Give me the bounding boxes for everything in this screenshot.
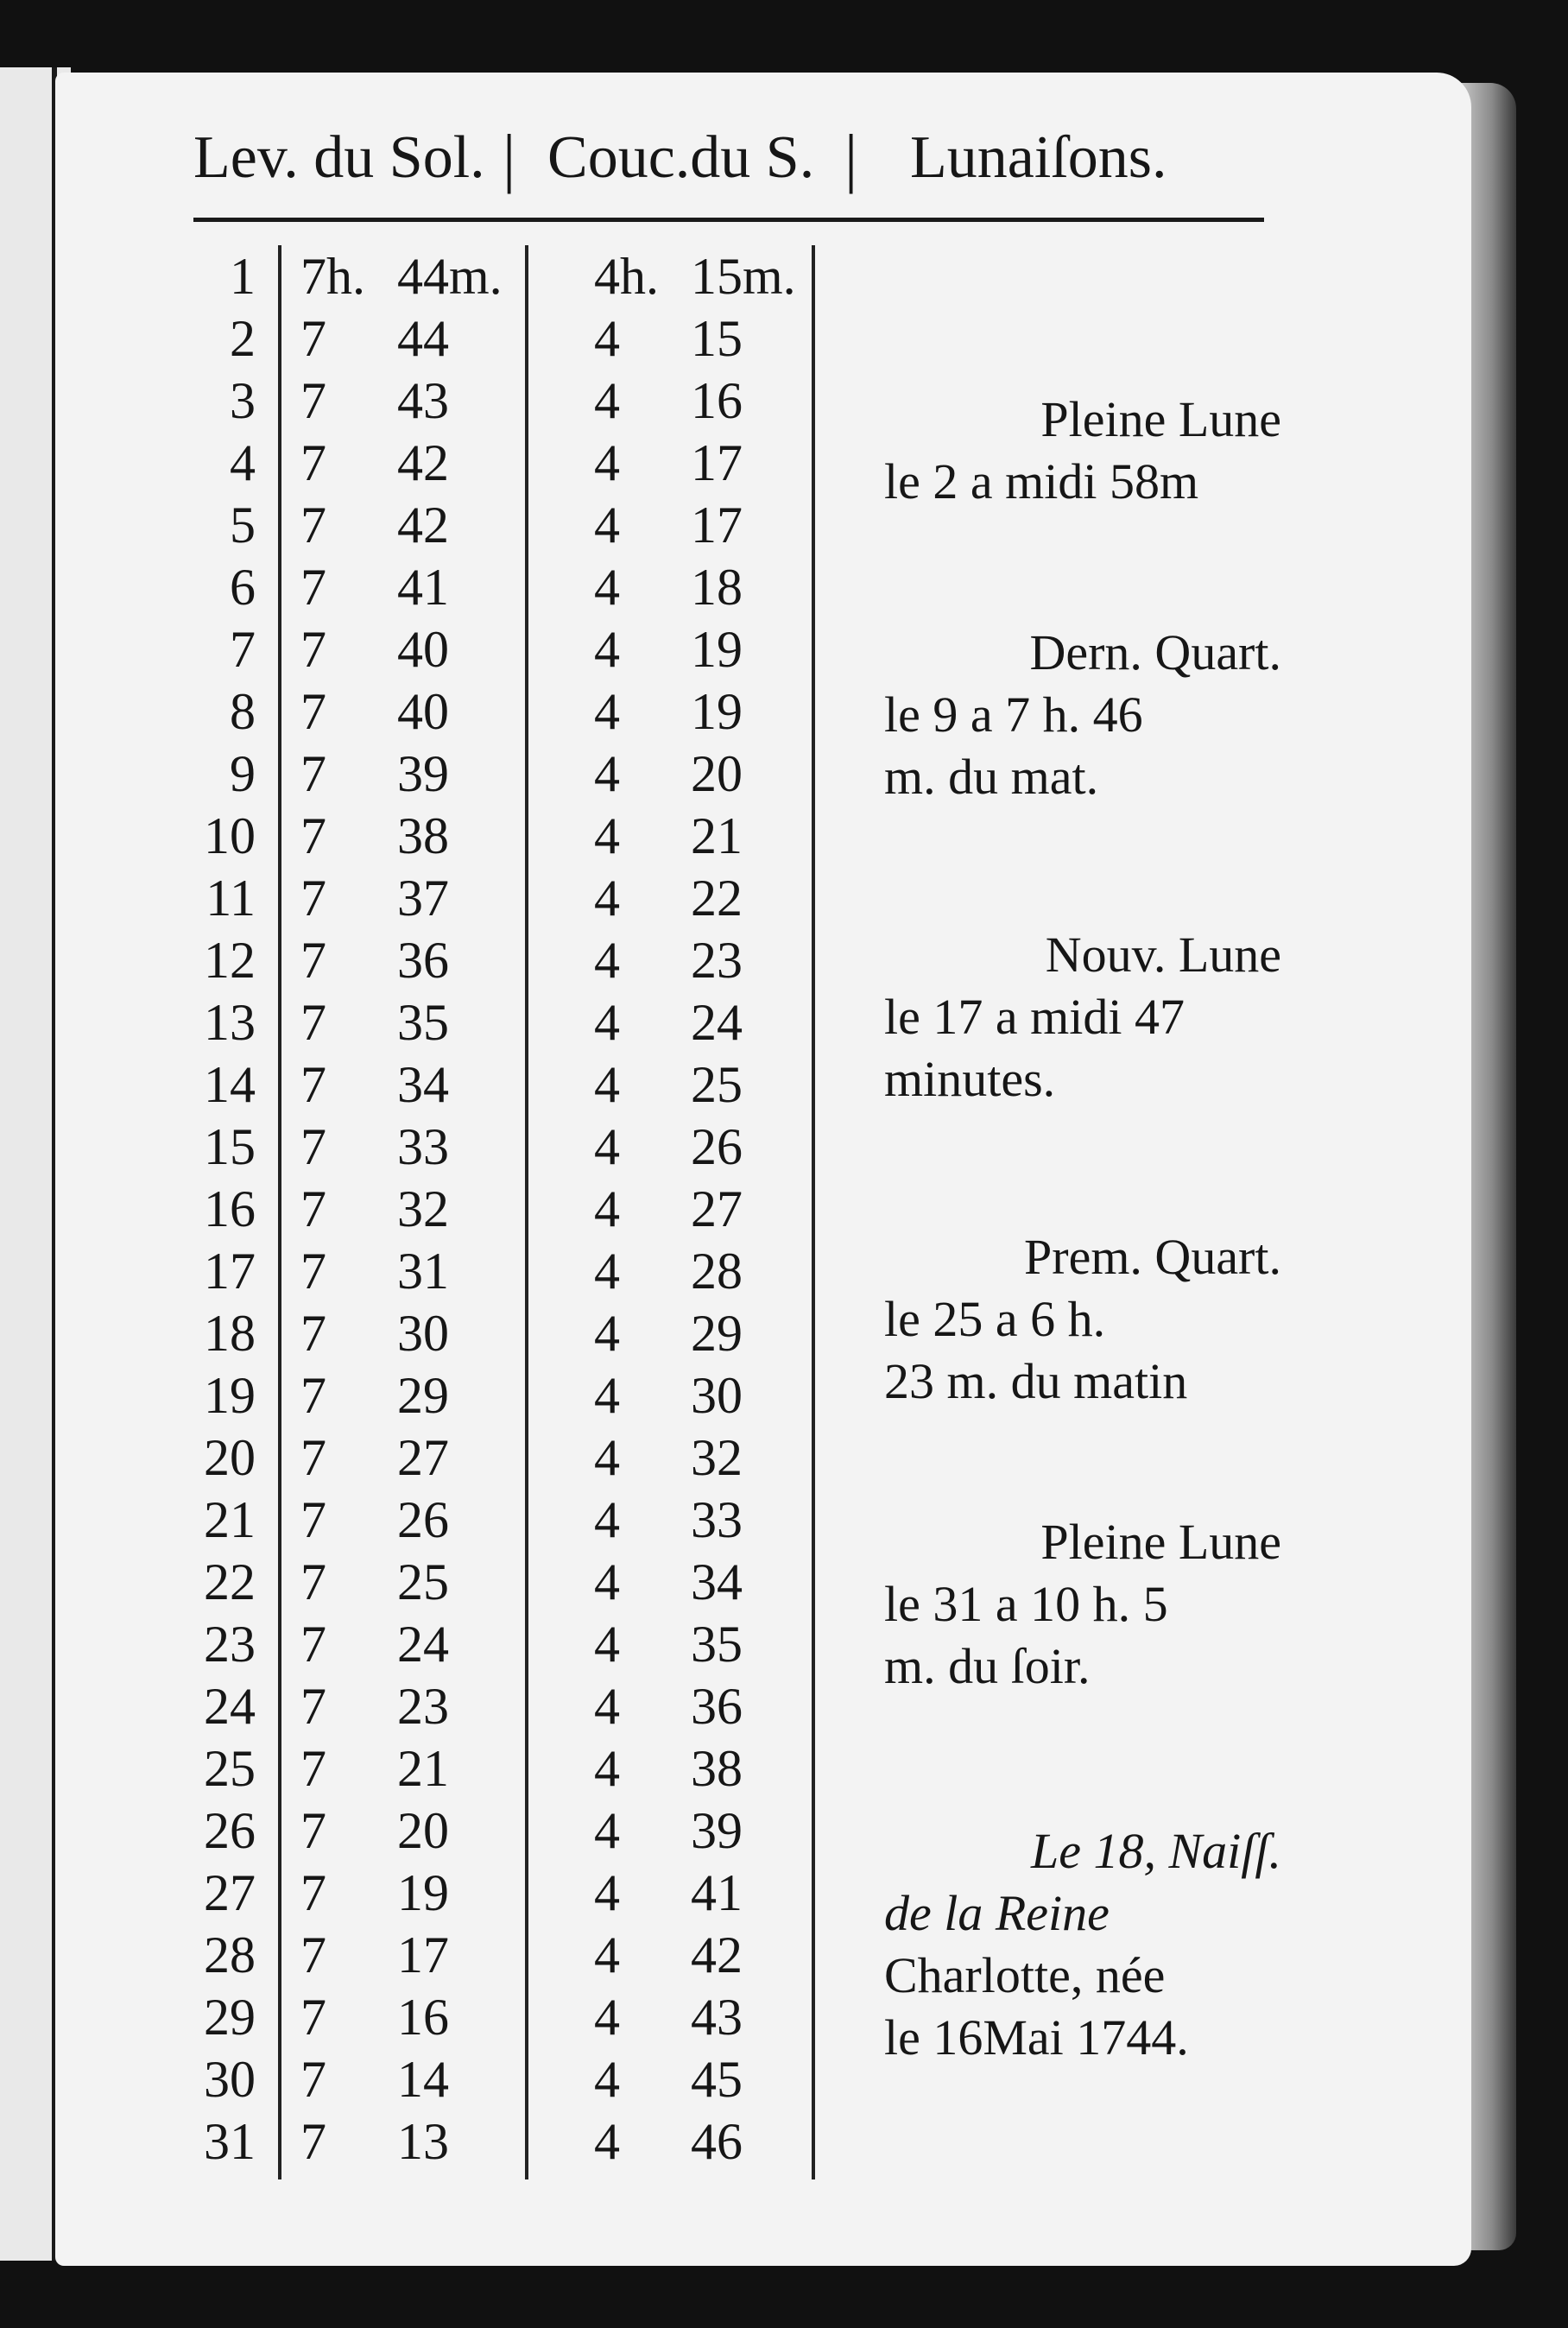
sunrise-hour: 7 xyxy=(300,372,326,429)
sunrise-minute: 23 xyxy=(397,1678,449,1735)
birthday-note-line: Charlotte, née xyxy=(884,1947,1166,2003)
table-row xyxy=(173,556,846,618)
moon-phase-entry xyxy=(884,924,1281,1110)
table-row xyxy=(173,1613,846,1675)
table-row xyxy=(173,494,846,556)
sunset-hour: 4 xyxy=(594,1180,620,1237)
sunrise-minute: 36 xyxy=(397,932,449,989)
table-row xyxy=(173,1986,846,2048)
sunrise-minute: 24 xyxy=(397,1616,449,1673)
sunrise-hour: 7 xyxy=(300,434,326,491)
sunset-hour: 4 xyxy=(594,1056,620,1113)
sunset-minute: 43 xyxy=(691,1989,743,2046)
sunset-minute: 15m. xyxy=(691,248,796,305)
table-row xyxy=(173,1053,846,1116)
sunrise-hour: 7 xyxy=(300,621,326,678)
sunset-hour: 4 xyxy=(594,559,620,616)
day-number: 9 xyxy=(230,745,256,802)
sunset-hour: 4 xyxy=(594,683,620,740)
sunset-minute: 36 xyxy=(691,1678,743,1735)
table-row xyxy=(173,680,846,743)
sunset-hour: 4 xyxy=(594,1989,620,2046)
sunset-minute: 16 xyxy=(691,372,743,429)
day-number: 30 xyxy=(204,2051,256,2108)
moon-phase-detail: m. du mat. xyxy=(884,749,1099,805)
sunset-hour: 4 xyxy=(594,1740,620,1797)
sunrise-minute: 16 xyxy=(397,1989,449,2046)
day-number: 18 xyxy=(204,1305,256,1362)
table-row xyxy=(173,2048,846,2110)
sunrise-hour: 7 xyxy=(300,1864,326,1921)
table-row xyxy=(173,867,846,929)
sunset-hour: 4 xyxy=(594,434,620,491)
day-number: 10 xyxy=(204,807,256,864)
sunset-hour: 4 xyxy=(594,1864,620,1921)
sunrise-minute: 34 xyxy=(397,1056,449,1113)
sunset-minute: 19 xyxy=(691,683,743,740)
day-number: 20 xyxy=(204,1429,256,1486)
table-row xyxy=(173,1675,846,1737)
sunrise-minute: 21 xyxy=(397,1740,449,1797)
table-row xyxy=(173,743,846,805)
sunrise-hour: 7 xyxy=(300,2113,326,2170)
sunrise-hour: 7 xyxy=(300,497,326,554)
sunrise-minute: 42 xyxy=(397,497,449,554)
sunrise-minute: 29 xyxy=(397,1367,449,1424)
header-moon-phases: Lunaiſons. xyxy=(910,124,1167,191)
sunset-minute: 33 xyxy=(691,1491,743,1548)
sunrise-hour: 7 xyxy=(300,1491,326,1548)
sunset-minute: 27 xyxy=(691,1180,743,1237)
sunset-hour: 4 xyxy=(594,807,620,864)
sunrise-minute: 40 xyxy=(397,621,449,678)
day-number: 5 xyxy=(230,497,256,554)
table-row xyxy=(173,1489,846,1551)
table-row xyxy=(173,618,846,680)
sunset-minute: 18 xyxy=(691,559,743,616)
birthday-note-line: le 16Mai 1744. xyxy=(884,2009,1189,2065)
day-number: 22 xyxy=(204,1553,256,1610)
sunrise-minute: 14 xyxy=(397,2051,449,2108)
moon-phase-entry xyxy=(884,622,1281,808)
sunrise-minute: 38 xyxy=(397,807,449,864)
table-row xyxy=(173,2110,846,2173)
table-row xyxy=(173,1116,846,1178)
day-number: 26 xyxy=(204,1802,256,1859)
moon-phase-title: Prem. Quart. xyxy=(1024,1229,1281,1285)
sunset-minute: 25 xyxy=(691,1056,743,1113)
day-number: 24 xyxy=(204,1678,256,1735)
sunrise-minute: 39 xyxy=(397,745,449,802)
sunset-minute: 38 xyxy=(691,1740,743,1797)
table-row xyxy=(173,307,846,370)
day-number: 3 xyxy=(230,372,256,429)
sunrise-hour: 7 xyxy=(300,1429,326,1486)
sunrise-hour: 7 xyxy=(300,1926,326,1983)
sunrise-hour: 7 xyxy=(300,807,326,864)
table-row xyxy=(173,1737,846,1800)
table-row xyxy=(173,432,846,494)
header-separator: | xyxy=(503,122,516,194)
table-row xyxy=(173,1800,846,1862)
table-row xyxy=(173,1924,846,1986)
table-row xyxy=(173,1240,846,1302)
moon-phase-detail: m. du ſoir. xyxy=(884,1638,1091,1694)
sunrise-hour: 7 xyxy=(300,683,326,740)
sunset-minute: 30 xyxy=(691,1367,743,1424)
sunset-hour: 4 xyxy=(594,372,620,429)
day-number: 27 xyxy=(204,1864,256,1921)
day-number: 15 xyxy=(204,1118,256,1175)
moon-phase-entry xyxy=(884,1511,1281,1698)
moon-phase-title: Pleine Lune xyxy=(1040,391,1281,447)
day-number: 14 xyxy=(204,1056,256,1113)
sunrise-minute: 44m. xyxy=(397,248,503,305)
day-number: 28 xyxy=(204,1926,256,1983)
sunrise-minute: 37 xyxy=(397,870,449,927)
sunset-minute: 19 xyxy=(691,621,743,678)
sunrise-minute: 41 xyxy=(397,559,449,616)
sunrise-minute: 42 xyxy=(397,434,449,491)
sunset-hour: 4 xyxy=(594,2051,620,2108)
table-row xyxy=(173,1302,846,1364)
sunset-minute: 28 xyxy=(691,1243,743,1300)
sunset-hour: 4 xyxy=(594,1429,620,1486)
sunset-minute: 22 xyxy=(691,870,743,927)
sunrise-hour: 7 xyxy=(300,1989,326,2046)
sunrise-hour: 7 xyxy=(300,559,326,616)
sunset-minute: 34 xyxy=(691,1553,743,1610)
sunset-hour: 4 xyxy=(594,1243,620,1300)
moon-phase-entry xyxy=(884,1226,1281,1413)
sunset-hour: 4 xyxy=(594,870,620,927)
sunset-hour: 4 xyxy=(594,2113,620,2170)
sunset-hour: 4h. xyxy=(594,248,659,305)
sunrise-minute: 26 xyxy=(397,1491,449,1548)
moon-phase-detail: le 25 a 6 h. xyxy=(884,1291,1106,1347)
sunset-hour: 4 xyxy=(594,1616,620,1673)
moon-phase-title: Nouv. Lune xyxy=(1045,927,1281,983)
day-number: 2 xyxy=(230,310,256,367)
day-number: 13 xyxy=(204,994,256,1051)
birthday-note xyxy=(884,1820,1281,2069)
sunrise-minute: 17 xyxy=(397,1926,449,1983)
sunset-minute: 21 xyxy=(691,807,743,864)
sunset-minute: 45 xyxy=(691,2051,743,2108)
day-number: 1 xyxy=(230,248,256,305)
moon-phase-detail: le 9 a 7 h. 46 xyxy=(884,686,1143,743)
sunrise-hour: 7 xyxy=(300,994,326,1051)
moon-phase-entry xyxy=(884,389,1281,513)
sunrise-hour: 7 xyxy=(300,745,326,802)
sunrise-hour: 7 xyxy=(300,1118,326,1175)
day-number: 25 xyxy=(204,1740,256,1797)
header-separator: | xyxy=(844,122,858,194)
moon-phase-title: Dern. Quart. xyxy=(1029,624,1281,680)
table-row xyxy=(173,1862,846,1924)
moon-phase-title: Pleine Lune xyxy=(1040,1514,1281,1570)
sunrise-minute: 32 xyxy=(397,1180,449,1237)
moon-phase-detail: le 17 a midi 47 xyxy=(884,989,1185,1045)
day-number: 31 xyxy=(204,2113,256,2170)
day-number: 16 xyxy=(204,1180,256,1237)
sunrise-hour: 7 xyxy=(300,1553,326,1610)
day-number: 21 xyxy=(204,1491,256,1548)
sunrise-hour: 7h. xyxy=(300,248,365,305)
day-number: 6 xyxy=(230,559,256,616)
sunrise-hour: 7 xyxy=(300,2051,326,2108)
sunset-minute: 46 xyxy=(691,2113,743,2170)
birthday-note-line: Le 18, Naiſſ. xyxy=(1030,1823,1281,1879)
sunrise-minute: 31 xyxy=(397,1243,449,1300)
sunrise-hour: 7 xyxy=(300,1180,326,1237)
table-row xyxy=(173,991,846,1053)
sunset-hour: 4 xyxy=(594,1553,620,1610)
sunrise-minute: 44 xyxy=(397,310,449,367)
sunset-minute: 23 xyxy=(691,932,743,989)
sunrise-minute: 27 xyxy=(397,1429,449,1486)
sunset-hour: 4 xyxy=(594,994,620,1051)
sunset-minute: 20 xyxy=(691,745,743,802)
table-row xyxy=(173,1551,846,1613)
sunrise-minute: 30 xyxy=(397,1305,449,1362)
sunset-hour: 4 xyxy=(594,1491,620,1548)
table-header xyxy=(193,119,1264,197)
sunrise-hour: 7 xyxy=(300,1616,326,1673)
sunset-hour: 4 xyxy=(594,621,620,678)
sunrise-minute: 43 xyxy=(397,372,449,429)
sunrise-minute: 19 xyxy=(397,1864,449,1921)
sunrise-hour: 7 xyxy=(300,1305,326,1362)
moon-phase-detail: minutes. xyxy=(884,1051,1056,1107)
sunrise-hour: 7 xyxy=(300,1367,326,1424)
sunset-minute: 29 xyxy=(691,1305,743,1362)
sunrise-hour: 7 xyxy=(300,932,326,989)
moon-phase-detail: 23 m. du matin xyxy=(884,1353,1188,1409)
sunrise-hour: 7 xyxy=(300,1243,326,1300)
table-row xyxy=(173,370,846,432)
sunset-minute: 26 xyxy=(691,1118,743,1175)
table-row xyxy=(173,1178,846,1240)
day-number: 23 xyxy=(204,1616,256,1673)
sunset-minute: 42 xyxy=(691,1926,743,1983)
sunrise-minute: 13 xyxy=(397,2113,449,2170)
sunrise-hour: 7 xyxy=(300,1056,326,1113)
header-sunset: Couc.du S. xyxy=(547,124,815,191)
day-number: 8 xyxy=(230,683,256,740)
sunrise-minute: 33 xyxy=(397,1118,449,1175)
sunset-minute: 35 xyxy=(691,1616,743,1673)
moon-phase-detail: le 31 a 10 h. 5 xyxy=(884,1576,1168,1632)
sunset-hour: 4 xyxy=(594,497,620,554)
sunset-hour: 4 xyxy=(594,1367,620,1424)
table-row xyxy=(173,929,846,991)
table-row xyxy=(173,805,846,867)
sunrise-hour: 7 xyxy=(300,310,326,367)
sunrise-hour: 7 xyxy=(300,870,326,927)
day-number: 12 xyxy=(204,932,256,989)
sunset-hour: 4 xyxy=(594,1802,620,1859)
table-row xyxy=(173,1364,846,1427)
day-number: 7 xyxy=(230,621,256,678)
sunset-hour: 4 xyxy=(594,745,620,802)
day-number: 19 xyxy=(204,1367,256,1424)
header-sunrise: Lev. du Sol. xyxy=(193,124,485,191)
day-number: 29 xyxy=(204,1989,256,2046)
sunset-minute: 17 xyxy=(691,497,743,554)
sunrise-minute: 35 xyxy=(397,994,449,1051)
day-number: 17 xyxy=(204,1243,256,1300)
table-row xyxy=(173,245,846,307)
sunset-hour: 4 xyxy=(594,1118,620,1175)
sunset-hour: 4 xyxy=(594,310,620,367)
sunrise-minute: 20 xyxy=(397,1802,449,1859)
sunset-hour: 4 xyxy=(594,1305,620,1362)
table-row xyxy=(173,1427,846,1489)
header-rule xyxy=(193,218,1264,222)
day-number: 4 xyxy=(230,434,256,491)
day-number: 11 xyxy=(205,870,256,927)
sunrise-hour: 7 xyxy=(300,1678,326,1735)
sunset-minute: 39 xyxy=(691,1802,743,1859)
sunrise-hour: 7 xyxy=(300,1740,326,1797)
sunset-hour: 4 xyxy=(594,932,620,989)
sunrise-minute: 25 xyxy=(397,1553,449,1610)
sunset-minute: 15 xyxy=(691,310,743,367)
sunrise-minute: 40 xyxy=(397,683,449,740)
sunset-hour: 4 xyxy=(594,1926,620,1983)
sunset-minute: 32 xyxy=(691,1429,743,1486)
sunrise-hour: 7 xyxy=(300,1802,326,1859)
moon-phase-detail: le 2 a midi 58m xyxy=(884,453,1199,509)
sunset-minute: 41 xyxy=(691,1864,743,1921)
sunset-hour: 4 xyxy=(594,1678,620,1735)
sunset-minute: 24 xyxy=(691,994,743,1051)
birthday-note-line: de la Reine xyxy=(884,1885,1110,1941)
sunset-minute: 17 xyxy=(691,434,743,491)
